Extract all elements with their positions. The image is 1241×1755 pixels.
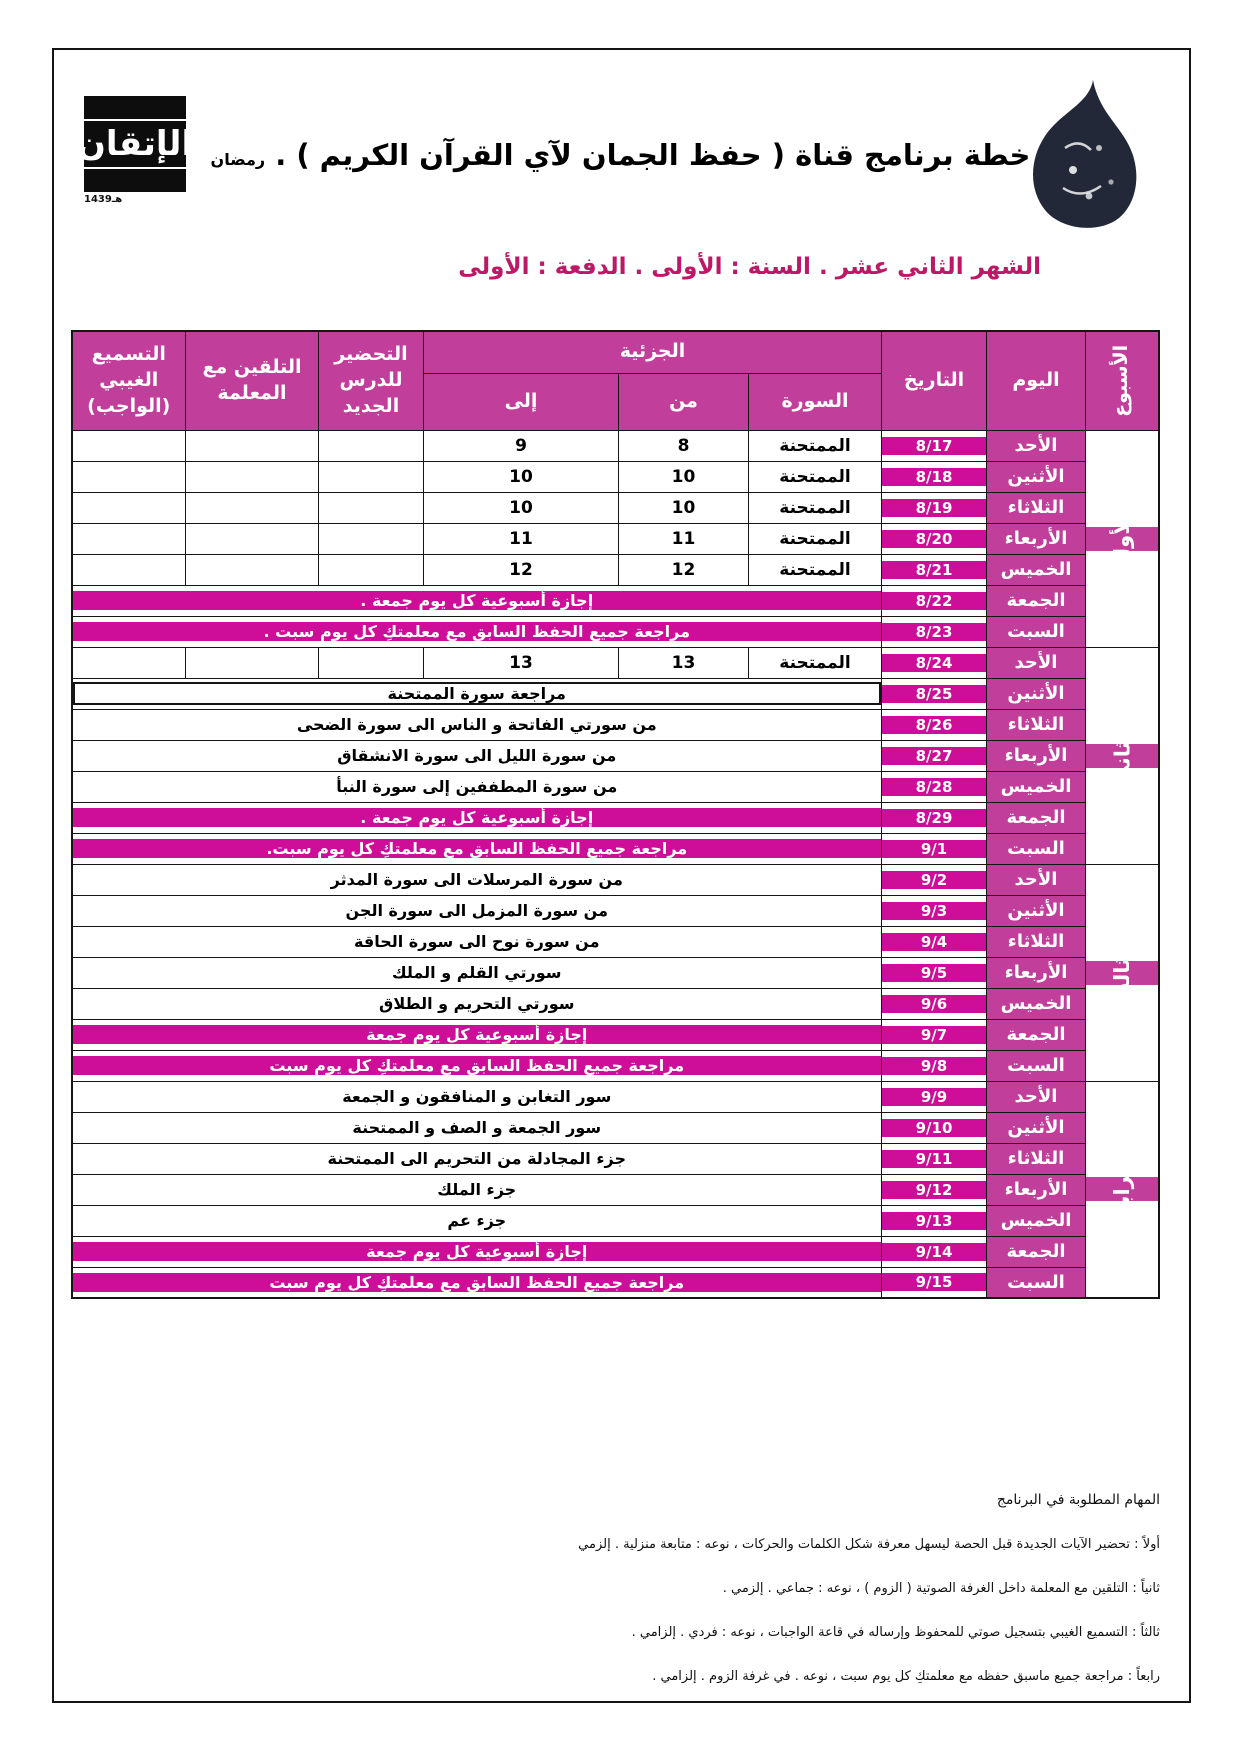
- tasmee-cell: [72, 554, 186, 585]
- prep-cell: [319, 430, 424, 461]
- date-cell: [882, 926, 987, 957]
- date-cell: [882, 1267, 987, 1298]
- from-cell: 8: [619, 430, 749, 461]
- schedule-row: [72, 1050, 1160, 1081]
- schedule-row: [72, 740, 1160, 771]
- lesson-span-cell: جزء المجادلة من التحريم الى الممتحنة: [72, 1143, 882, 1174]
- date-value: 8/28: [882, 778, 986, 796]
- holiday-review-cell: [72, 1267, 882, 1298]
- surah-cell: الممتحنة: [749, 647, 882, 678]
- date-value: 8/22: [882, 592, 986, 610]
- schedule-row: [72, 1174, 1160, 1205]
- date-cell: [882, 957, 987, 988]
- surah-cell: الممتحنة: [749, 492, 882, 523]
- date-cell: [882, 771, 987, 802]
- date-value: 9/9: [882, 1088, 986, 1106]
- tasmee-cell: [72, 461, 186, 492]
- week-cell: [1086, 430, 1160, 647]
- schedule-row: [72, 616, 1160, 647]
- date-value: 9/11: [882, 1150, 986, 1168]
- date-value: 9/2: [882, 871, 986, 889]
- date-value: 9/10: [882, 1119, 986, 1137]
- date-value: 8/18: [882, 468, 986, 486]
- holiday-review-text: إجازة أسبوعية كل يوم جمعة .: [73, 808, 882, 827]
- date-value: 9/6: [882, 995, 986, 1013]
- surah-cell: الممتحنة: [749, 554, 882, 585]
- schedule-row: [72, 864, 1160, 895]
- week-label: الرابع: [1110, 1160, 1135, 1219]
- holiday-review-cell: [72, 585, 882, 616]
- day-cell: الأحد: [987, 864, 1086, 895]
- day-cell: الأثنين: [987, 1112, 1086, 1143]
- lesson-span-cell: جزء عم: [72, 1205, 882, 1236]
- date-value: 8/20: [882, 530, 986, 548]
- date-value: 9/14: [882, 1243, 986, 1261]
- schedule-row: [72, 430, 1160, 461]
- holiday-review-text: إجازة أسبوعية كل يوم جمعة: [73, 1025, 882, 1044]
- holiday-review-text: مراجعة جميع الحفظ السابق مع معلمتكِ كل يوم سبت: [73, 1273, 882, 1292]
- date-cell: [882, 554, 987, 585]
- from-cell: 10: [619, 461, 749, 492]
- talqeen-cell: [186, 430, 319, 461]
- day-cell: السبت: [987, 616, 1086, 647]
- column-header-surah: السورة: [749, 373, 882, 430]
- week-label: الثالث: [1110, 941, 1135, 1004]
- from-cell: 11: [619, 523, 749, 554]
- column-header-day: اليوم: [987, 331, 1086, 430]
- lesson-span-cell: من سورة المطففين إلى سورة النبأ: [72, 771, 882, 802]
- schedule-row: [72, 647, 1160, 678]
- talqeen-cell: [186, 461, 319, 492]
- holiday-review-text: مراجعة جميع الحفظ السابق مع معلمتكِ كل يوم سبت .: [73, 622, 882, 641]
- date-value: 9/4: [882, 933, 986, 951]
- footnotes: [578, 1492, 1160, 1713]
- footnote-item: ثانياً : التلقين مع المعلمة داخل الغرفة الصوتية ( الزوم ) ، نوعه : جماعي . إلزمي .: [722, 1581, 1160, 1596]
- date-cell: [882, 492, 987, 523]
- date-cell: [882, 1081, 987, 1112]
- schedule-row: [72, 678, 1160, 709]
- schedule-row: [72, 585, 1160, 616]
- holiday-review-text: إجازة أسبوعية كل يوم جمعة: [73, 1242, 882, 1261]
- schedule-table: [71, 330, 1161, 1299]
- day-cell: الخميس: [987, 554, 1086, 585]
- talqeen-cell: [186, 492, 319, 523]
- date-value: 9/3: [882, 902, 986, 920]
- date-cell: [882, 1174, 987, 1205]
- schedule-row: [72, 1236, 1160, 1267]
- day-cell: الأحد: [987, 430, 1086, 461]
- footnote-item: رابعاً : مراجعة جميع ماسبق حفظه مع معلمتكِ كل يوم سبت ، نوعه . في غرفة الزوم . إلزامي .: [652, 1669, 1160, 1684]
- date-value: 8/19: [882, 499, 986, 517]
- date-cell: [882, 895, 987, 926]
- to-cell: 12: [424, 554, 619, 585]
- schedule-row: [72, 1267, 1160, 1298]
- holiday-review-cell: [72, 616, 882, 647]
- day-cell: الثلاثاء: [987, 1143, 1086, 1174]
- schedule-row: [72, 957, 1160, 988]
- day-cell: الأربعاء: [987, 740, 1086, 771]
- date-cell: [882, 740, 987, 771]
- schedule-row: [72, 523, 1160, 554]
- week-label: الأول: [1110, 511, 1134, 566]
- footnotes-heading: المهام المطلوبة في البرنامج: [996, 1492, 1160, 1508]
- lesson-span-cell: من سورة المزمل الى سورة الجن: [72, 895, 882, 926]
- date-value: 8/29: [882, 809, 986, 827]
- date-cell: [882, 988, 987, 1019]
- date-cell: [882, 1236, 987, 1267]
- holiday-review-cell: [72, 1050, 882, 1081]
- to-cell: 11: [424, 523, 619, 554]
- day-cell: الجمعة: [987, 1019, 1086, 1050]
- holiday-review-cell: [72, 802, 882, 833]
- prep-cell: [319, 461, 424, 492]
- date-cell: [882, 1050, 987, 1081]
- date-cell: [882, 585, 987, 616]
- schedule-row: [72, 709, 1160, 740]
- column-header-date: التاريخ: [882, 331, 987, 430]
- date-value: 9/7: [882, 1026, 986, 1044]
- week-label: الثاني: [1110, 725, 1134, 786]
- day-cell: الجمعة: [987, 1236, 1086, 1267]
- lesson-span-cell: من سورة نوح الى سورة الحاقة: [72, 926, 882, 957]
- schedule-row: [72, 988, 1160, 1019]
- date-cell: [882, 1112, 987, 1143]
- day-cell: السبت: [987, 1267, 1086, 1298]
- day-cell: الأربعاء: [987, 1174, 1086, 1205]
- drop-logo-icon: [1015, 78, 1143, 236]
- holiday-review-text: إجازة أسبوعية كل يوم جمعة .: [73, 591, 882, 610]
- column-header-section: الجزئية: [424, 331, 882, 373]
- tasmee-cell: [72, 492, 186, 523]
- date-value: 8/26: [882, 716, 986, 734]
- day-cell: الأربعاء: [987, 523, 1086, 554]
- surah-cell: الممتحنة: [749, 430, 882, 461]
- prep-cell: [319, 647, 424, 678]
- review-boxed-cell: [72, 678, 882, 709]
- date-cell: [882, 430, 987, 461]
- prep-cell: [319, 523, 424, 554]
- date-value: 8/24: [882, 654, 986, 672]
- lesson-span-cell: سور الجمعة و الصف و الممتحنة: [72, 1112, 882, 1143]
- itqan-logo-text: الإتقان: [71, 119, 199, 169]
- lesson-span-cell: سورتي القلم و الملك: [72, 957, 882, 988]
- date-value: 8/27: [882, 747, 986, 765]
- day-cell: الثلاثاء: [987, 926, 1086, 957]
- date-value: 9/13: [882, 1212, 986, 1230]
- date-cell: [882, 1143, 987, 1174]
- column-header-week: الأسبوع: [1086, 331, 1160, 430]
- day-cell: الثلاثاء: [987, 492, 1086, 523]
- date-value: 8/25: [882, 685, 986, 703]
- week-cell: [1086, 864, 1160, 1081]
- date-value: 9/12: [882, 1181, 986, 1199]
- schedule-row: [72, 492, 1160, 523]
- date-cell: [882, 864, 987, 895]
- holiday-review-cell: [72, 833, 882, 864]
- tasmee-cell: [72, 523, 186, 554]
- date-value: 8/21: [882, 561, 986, 579]
- talqeen-cell: [186, 523, 319, 554]
- schedule-row: [72, 461, 1160, 492]
- schedule-subtitle: الشهر الثاني عشر . السنة : الأولى . الدفعة : الأولى: [458, 254, 1041, 280]
- day-cell: الأحد: [987, 647, 1086, 678]
- column-header-to: إلى: [424, 373, 619, 430]
- surah-cell: الممتحنة: [749, 523, 882, 554]
- day-cell: الأثنين: [987, 678, 1086, 709]
- schedule-row: [72, 833, 1160, 864]
- date-value: 8/17: [882, 437, 986, 455]
- column-header-tasmee: التسميع الغيبي (الواجب): [72, 331, 186, 430]
- schedule-row: [72, 1112, 1160, 1143]
- day-cell: السبت: [987, 833, 1086, 864]
- day-cell: الأثنين: [987, 895, 1086, 926]
- column-header-from: من: [619, 373, 749, 430]
- holiday-review-text: مراجعة جميع الحفظ السابق مع معلمتكِ كل يوم سبت.: [73, 839, 882, 858]
- talqeen-cell: [186, 647, 319, 678]
- page-title-suffix: رمضان: [210, 150, 266, 169]
- schedule-row: [72, 895, 1160, 926]
- logo-year-label: 1439هـ: [84, 194, 123, 205]
- lesson-span-cell: من سورة الليل الى سورة الانشقاق: [72, 740, 882, 771]
- schedule-row: [72, 554, 1160, 585]
- day-cell: الأحد: [987, 1081, 1086, 1112]
- date-value: 9/1: [882, 840, 986, 858]
- footnote-item: أولاً : تحضير الآيات الجديدة قبل الحصة ليسهل معرفة شكل الكلمات والحركات ، نوعه : متابعة منزلية . إلزمي: [578, 1537, 1160, 1552]
- day-cell: الخميس: [987, 771, 1086, 802]
- prep-cell: [319, 492, 424, 523]
- date-cell: [882, 1019, 987, 1050]
- day-cell: الجمعة: [987, 585, 1086, 616]
- to-cell: 10: [424, 461, 619, 492]
- schedule-row: [72, 1019, 1160, 1050]
- date-cell: [882, 523, 987, 554]
- date-cell: [882, 678, 987, 709]
- to-cell: 10: [424, 492, 619, 523]
- tasmee-cell: [72, 647, 186, 678]
- day-cell: الأثنين: [987, 461, 1086, 492]
- prep-cell: [319, 554, 424, 585]
- from-cell: 13: [619, 647, 749, 678]
- lesson-span-cell: من سورتي الفاتحة و الناس الى سورة الضحى: [72, 709, 882, 740]
- from-cell: 10: [619, 492, 749, 523]
- schedule-row: [72, 926, 1160, 957]
- holiday-review-text: مراجعة جميع الحفظ السابق مع معلمتكِ كل يوم سبت: [73, 1056, 882, 1075]
- holiday-review-cell: [72, 1236, 882, 1267]
- from-cell: 12: [619, 554, 749, 585]
- to-cell: 9: [424, 430, 619, 461]
- to-cell: 13: [424, 647, 619, 678]
- date-value: 9/8: [882, 1057, 986, 1075]
- schedule-row: [72, 771, 1160, 802]
- date-cell: [882, 616, 987, 647]
- schedule-row: [72, 1205, 1160, 1236]
- lesson-span-cell: جزء الملك: [72, 1174, 882, 1205]
- page-title-main: خطة برنامج قناة ( حفظ الجمان لآي القرآن الكريم ) .: [275, 138, 1031, 172]
- day-cell: الأربعاء: [987, 957, 1086, 988]
- date-value: 9/15: [882, 1273, 986, 1291]
- day-cell: الثلاثاء: [987, 709, 1086, 740]
- day-cell: الخميس: [987, 1205, 1086, 1236]
- talqeen-cell: [186, 554, 319, 585]
- week-cell: [1086, 647, 1160, 864]
- date-cell: [882, 1205, 987, 1236]
- date-cell: [882, 461, 987, 492]
- date-cell: [882, 802, 987, 833]
- lesson-span-cell: سورتي التحريم و الطلاق: [72, 988, 882, 1019]
- calligraphy-drop-logo: [1015, 78, 1143, 236]
- column-header-prep: التحضير للدرس الجديد: [319, 331, 424, 430]
- footnote-item: ثالثاً : التسميع الغيبي بتسجيل صوتي للمحفوظ وإرساله في قاعة الواجبات ، نوعه : فردي . إلزامي .: [631, 1625, 1160, 1640]
- schedule-row: [72, 1081, 1160, 1112]
- lesson-span-cell: سور التغابن و المنافقون و الجمعة: [72, 1081, 882, 1112]
- week-cell: [1086, 1081, 1160, 1298]
- column-header-talqeen: التلقين مع المعلمة: [186, 331, 319, 430]
- tasmee-cell: [72, 430, 186, 461]
- day-cell: الخميس: [987, 988, 1086, 1019]
- day-cell: السبت: [987, 1050, 1086, 1081]
- review-box: مراجعة سورة الممتحنة: [73, 682, 882, 705]
- holiday-review-cell: [72, 1019, 882, 1050]
- schedule-row: [72, 1143, 1160, 1174]
- date-cell: [882, 833, 987, 864]
- date-value: 8/23: [882, 623, 986, 641]
- date-cell: [882, 709, 987, 740]
- day-cell: الجمعة: [987, 802, 1086, 833]
- date-cell: [882, 647, 987, 678]
- lesson-span-cell: من سورة المرسلات الى سورة المدثر: [72, 864, 882, 895]
- schedule-row: [72, 802, 1160, 833]
- surah-cell: الممتحنة: [749, 461, 882, 492]
- date-value: 9/5: [882, 964, 986, 982]
